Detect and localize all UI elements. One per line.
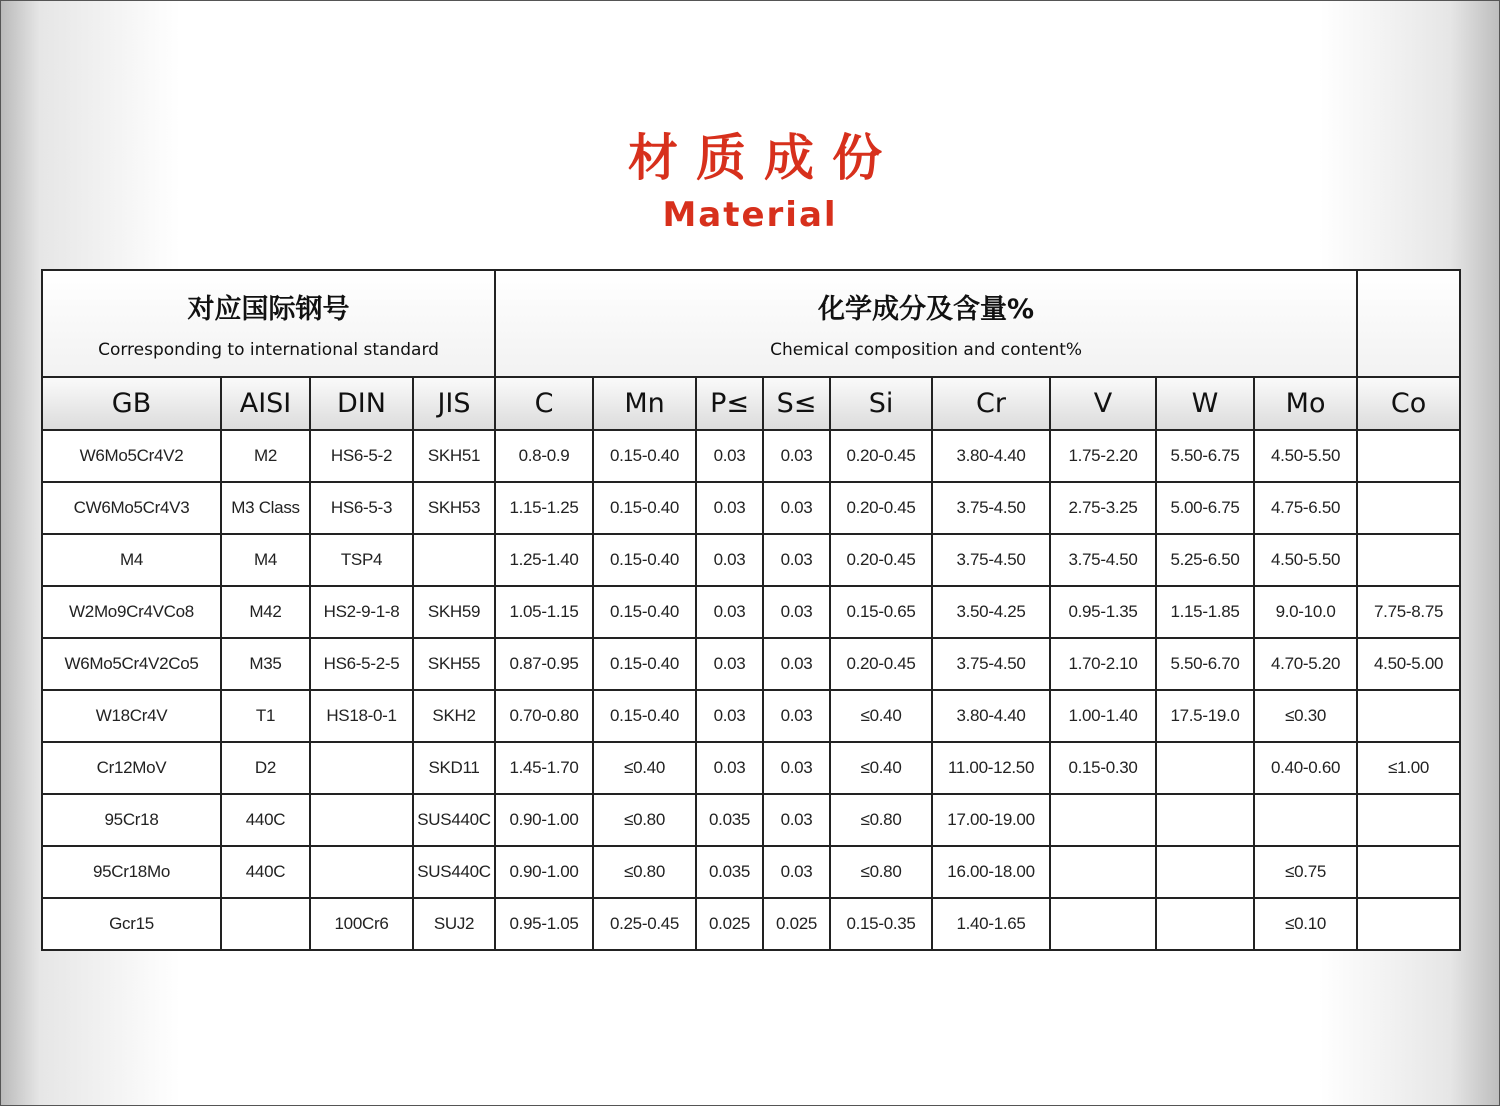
cell-aisi: M35 xyxy=(221,638,310,690)
col-header-s: S≤ xyxy=(763,377,830,430)
group-composition-en: Chemical composition and content% xyxy=(770,340,1083,360)
page-title-en: Material xyxy=(662,195,838,235)
column-header-row xyxy=(42,377,1460,430)
cell-mo: 4.70-5.20 xyxy=(1254,638,1357,690)
cell-mn: ≤0.80 xyxy=(593,794,696,846)
table-row xyxy=(42,534,1460,586)
cell-p: 0.03 xyxy=(696,742,763,794)
cell-aisi: M2 xyxy=(221,430,310,482)
cell-co xyxy=(1357,898,1460,950)
cell-mn: 0.15-0.40 xyxy=(593,534,696,586)
cell-gb: W6Mo5Cr4V2 xyxy=(42,430,221,482)
cell-din: HS18-0-1 xyxy=(310,690,413,742)
cell-w: 5.50-6.70 xyxy=(1156,638,1254,690)
table-row xyxy=(42,690,1460,742)
cell-si: ≤0.40 xyxy=(830,690,932,742)
cell-cr: 3.80-4.40 xyxy=(932,690,1050,742)
cell-mo xyxy=(1254,794,1357,846)
cell-mo: 4.75-6.50 xyxy=(1254,482,1357,534)
cell-s: 0.03 xyxy=(763,638,830,690)
cell-s: 0.03 xyxy=(763,430,830,482)
table-row xyxy=(42,742,1460,794)
cell-c: 0.8-0.9 xyxy=(495,430,593,482)
group-composition-cn: 化学成分及含量% xyxy=(818,294,1035,325)
cell-aisi: 440C xyxy=(221,794,310,846)
cell-gb: W6Mo5Cr4V2Co5 xyxy=(42,638,221,690)
table-row xyxy=(42,638,1460,690)
cell-mo: ≤0.75 xyxy=(1254,846,1357,898)
cell-cr: 3.80-4.40 xyxy=(932,430,1050,482)
material-table xyxy=(41,269,1461,951)
cell-gb: W2Mo9Cr4VCo8 xyxy=(42,586,221,638)
cell-v xyxy=(1050,898,1156,950)
cell-din xyxy=(310,794,413,846)
cell-aisi: M42 xyxy=(221,586,310,638)
cell-c: 0.87-0.95 xyxy=(495,638,593,690)
cell-s: 0.03 xyxy=(763,586,830,638)
cell-aisi: M3 Class xyxy=(221,482,310,534)
cell-gb: Cr12MoV xyxy=(42,742,221,794)
cell-mn: 0.15-0.40 xyxy=(593,482,696,534)
cell-din: HS6-5-3 xyxy=(310,482,413,534)
cell-gb: M4 xyxy=(42,534,221,586)
cell-si: 0.20-0.45 xyxy=(830,534,932,586)
cell-mn: ≤0.80 xyxy=(593,846,696,898)
table-body xyxy=(42,430,1460,950)
cell-co: 7.75-8.75 xyxy=(1357,586,1460,638)
table-row xyxy=(42,898,1460,950)
cell-v: 1.70-2.10 xyxy=(1050,638,1156,690)
cell-co: 4.50-5.00 xyxy=(1357,638,1460,690)
cell-s: 0.03 xyxy=(763,482,830,534)
cell-v: 1.00-1.40 xyxy=(1050,690,1156,742)
cell-jis: SUS440C xyxy=(413,846,495,898)
cell-co xyxy=(1357,430,1460,482)
col-header-din: DIN xyxy=(310,377,413,430)
cell-mo: 4.50-5.50 xyxy=(1254,534,1357,586)
cell-jis: SKH51 xyxy=(413,430,495,482)
cell-co xyxy=(1357,794,1460,846)
cell-co xyxy=(1357,690,1460,742)
cell-aisi xyxy=(221,898,310,950)
group-standard-cn: 对应国际钢号 xyxy=(187,294,350,325)
col-header-aisi: AISI xyxy=(221,377,310,430)
cell-din xyxy=(310,742,413,794)
cell-jis: SKH53 xyxy=(413,482,495,534)
cell-w xyxy=(1156,898,1254,950)
table-row xyxy=(42,586,1460,638)
cell-v xyxy=(1050,846,1156,898)
cell-din: 100Cr6 xyxy=(310,898,413,950)
cell-si: ≤0.80 xyxy=(830,846,932,898)
cell-jis: SKH2 xyxy=(413,690,495,742)
cell-mn: 0.15-0.40 xyxy=(593,638,696,690)
group-composition-cell xyxy=(495,270,1357,377)
cell-si: 0.20-0.45 xyxy=(830,430,932,482)
col-header-cr: Cr xyxy=(932,377,1050,430)
cell-din xyxy=(310,846,413,898)
cell-jis: SKD11 xyxy=(413,742,495,794)
cell-c: 0.70-0.80 xyxy=(495,690,593,742)
cell-c: 0.90-1.00 xyxy=(495,794,593,846)
cell-mn: 0.15-0.40 xyxy=(593,586,696,638)
cell-w: 17.5-19.0 xyxy=(1156,690,1254,742)
cell-s: 0.025 xyxy=(763,898,830,950)
cell-si: ≤0.40 xyxy=(830,742,932,794)
cell-v: 2.75-3.25 xyxy=(1050,482,1156,534)
cell-din: HS6-5-2 xyxy=(310,430,413,482)
table-row xyxy=(42,482,1460,534)
col-header-jis: JIS xyxy=(413,377,495,430)
col-header-co: Co xyxy=(1357,377,1460,430)
cell-p: 0.03 xyxy=(696,430,763,482)
cell-c: 0.95-1.05 xyxy=(495,898,593,950)
cell-c: 1.15-1.25 xyxy=(495,482,593,534)
cell-cr: 3.75-4.50 xyxy=(932,638,1050,690)
col-header-v: V xyxy=(1050,377,1156,430)
cell-p: 0.03 xyxy=(696,690,763,742)
cell-cr: 16.00-18.00 xyxy=(932,846,1050,898)
cell-w: 5.25-6.50 xyxy=(1156,534,1254,586)
group-standard-en: Corresponding to international standard xyxy=(98,340,439,360)
cell-mo: 4.50-5.50 xyxy=(1254,430,1357,482)
cell-gb: 95Cr18Mo xyxy=(42,846,221,898)
cell-w xyxy=(1156,846,1254,898)
table-row xyxy=(42,794,1460,846)
cell-si: 0.15-0.35 xyxy=(830,898,932,950)
cell-co xyxy=(1357,482,1460,534)
cell-mn: 0.25-0.45 xyxy=(593,898,696,950)
cell-gb: W18Cr4V xyxy=(42,690,221,742)
cell-w: 1.15-1.85 xyxy=(1156,586,1254,638)
page-title-cn: 材质成份 xyxy=(628,129,900,187)
cell-p: 0.035 xyxy=(696,846,763,898)
cell-jis: SKH59 xyxy=(413,586,495,638)
cell-v xyxy=(1050,794,1156,846)
cell-gb: Gcr15 xyxy=(42,898,221,950)
cell-jis: SUJ2 xyxy=(413,898,495,950)
cell-s: 0.03 xyxy=(763,690,830,742)
cell-w: 5.50-6.75 xyxy=(1156,430,1254,482)
cell-v: 1.75-2.20 xyxy=(1050,430,1156,482)
cell-jis xyxy=(413,534,495,586)
col-header-c: C xyxy=(495,377,593,430)
cell-gb: CW6Mo5Cr4V3 xyxy=(42,482,221,534)
cell-s: 0.03 xyxy=(763,534,830,586)
cell-mo: 9.0-10.0 xyxy=(1254,586,1357,638)
cell-s: 0.03 xyxy=(763,846,830,898)
cell-aisi: 440C xyxy=(221,846,310,898)
group-header-row xyxy=(42,270,1460,377)
cell-din: TSP4 xyxy=(310,534,413,586)
cell-p: 0.035 xyxy=(696,794,763,846)
cell-din: HS6-5-2-5 xyxy=(310,638,413,690)
cell-cr: 11.00-12.50 xyxy=(932,742,1050,794)
cell-w xyxy=(1156,742,1254,794)
table-row xyxy=(42,846,1460,898)
cell-din: HS2-9-1-8 xyxy=(310,586,413,638)
cell-cr: 1.40-1.65 xyxy=(932,898,1050,950)
cell-si: ≤0.80 xyxy=(830,794,932,846)
cell-mn: 0.15-0.40 xyxy=(593,430,696,482)
cell-cr: 3.75-4.50 xyxy=(932,534,1050,586)
cell-p: 0.03 xyxy=(696,534,763,586)
cell-jis: SUS440C xyxy=(413,794,495,846)
cell-mo: 0.40-0.60 xyxy=(1254,742,1357,794)
cell-c: 1.45-1.70 xyxy=(495,742,593,794)
cell-v: 0.95-1.35 xyxy=(1050,586,1156,638)
cell-co: ≤1.00 xyxy=(1357,742,1460,794)
cell-si: 0.20-0.45 xyxy=(830,482,932,534)
group-standard-cell xyxy=(42,270,495,377)
cell-co xyxy=(1357,534,1460,586)
cell-c: 1.25-1.40 xyxy=(495,534,593,586)
col-header-mn: Mn xyxy=(593,377,696,430)
cell-aisi: T1 xyxy=(221,690,310,742)
cell-aisi: D2 xyxy=(221,742,310,794)
col-header-mo: Mo xyxy=(1254,377,1357,430)
cell-aisi: M4 xyxy=(221,534,310,586)
group-empty-cell xyxy=(1357,270,1460,377)
cell-mo: ≤0.30 xyxy=(1254,690,1357,742)
col-header-p: P≤ xyxy=(696,377,763,430)
cell-p: 0.03 xyxy=(696,638,763,690)
cell-v: 0.15-0.30 xyxy=(1050,742,1156,794)
cell-mo: ≤0.10 xyxy=(1254,898,1357,950)
cell-s: 0.03 xyxy=(763,742,830,794)
cell-gb: 95Cr18 xyxy=(42,794,221,846)
cell-w: 5.00-6.75 xyxy=(1156,482,1254,534)
cell-mn: 0.15-0.40 xyxy=(593,690,696,742)
cell-c: 1.05-1.15 xyxy=(495,586,593,638)
col-header-gb: GB xyxy=(42,377,221,430)
cell-p: 0.03 xyxy=(696,586,763,638)
col-header-si: Si xyxy=(830,377,932,430)
cell-co xyxy=(1357,846,1460,898)
cell-p: 0.03 xyxy=(696,482,763,534)
cell-jis: SKH55 xyxy=(413,638,495,690)
table-row xyxy=(42,430,1460,482)
cell-s: 0.03 xyxy=(763,794,830,846)
cell-c: 0.90-1.00 xyxy=(495,846,593,898)
cell-cr: 3.50-4.25 xyxy=(932,586,1050,638)
cell-cr: 3.75-4.50 xyxy=(932,482,1050,534)
col-header-w: W xyxy=(1156,377,1254,430)
cell-si: 0.15-0.65 xyxy=(830,586,932,638)
cell-cr: 17.00-19.00 xyxy=(932,794,1050,846)
cell-w xyxy=(1156,794,1254,846)
cell-si: 0.20-0.45 xyxy=(830,638,932,690)
cell-v: 3.75-4.50 xyxy=(1050,534,1156,586)
cell-mn: ≤0.40 xyxy=(593,742,696,794)
cell-p: 0.025 xyxy=(696,898,763,950)
